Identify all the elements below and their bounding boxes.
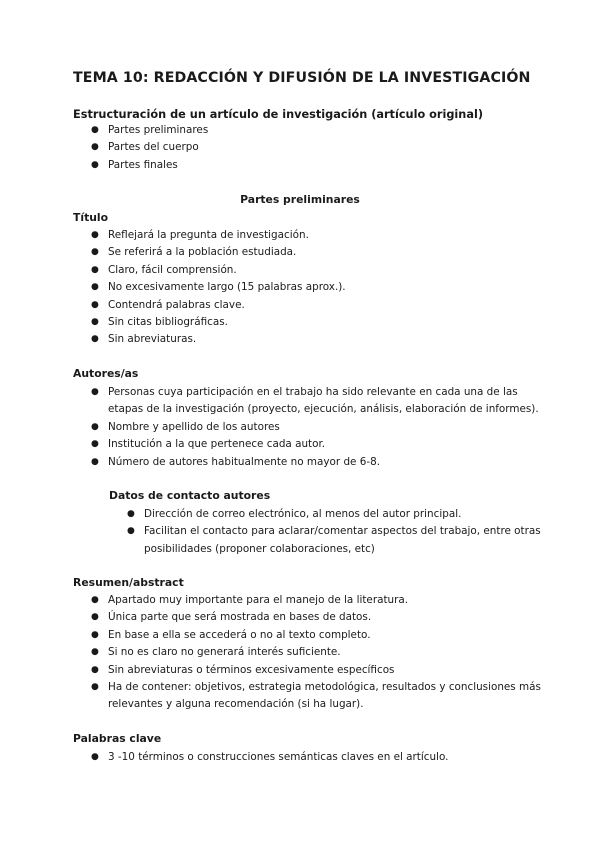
list-item: ● Personas cuya participación en el trabajo ha sido relevante en cada una de las etapas de la investigación (proyecto, ejecución, análisis, elaboración de informes). xyxy=(91,386,539,416)
bullet-icon: ● xyxy=(91,142,99,153)
bullet-icon: ● xyxy=(91,682,99,693)
list-item: ● Facilitan el contacto para aclarar/comentar aspectos del trabajo, entre otras posibilidades (proponer colaboraciones, etc) xyxy=(127,525,541,555)
bullet-icon: ● xyxy=(91,317,99,328)
bullet-icon: ● xyxy=(91,334,99,345)
list-item: ● Si no es claro no generará interés suficiente. xyxy=(91,644,531,661)
list-item: ● No excesivamente largo (15 palabras aprox.). xyxy=(91,279,531,296)
list-item: ● Partes preliminares xyxy=(91,122,531,139)
bullet-icon: ● xyxy=(91,125,99,135)
bullet-icon: ● xyxy=(91,647,99,658)
contacto-list xyxy=(127,506,547,558)
list-item: ● Número de autores habitualmente no mayor de 6-8. xyxy=(91,454,531,471)
list-item: ● Ha de contener: objetivos, estrategia metodológica, resultados y conclusiones más relevantes y alguna recomendación (si ha lugar). xyxy=(91,681,541,711)
list-item: ● Sin abreviaturas. xyxy=(91,331,531,348)
list-item: ● Sin abreviaturas o términos excesivamente específicos xyxy=(91,662,531,679)
titulo-heading: Título xyxy=(73,211,109,224)
list-item: ● Sin citas bibliográficas. xyxy=(91,314,531,331)
bullet-icon: ● xyxy=(127,526,135,537)
bullet-icon: ● xyxy=(127,509,135,519)
list-item: ● Contendrá palabras clave. xyxy=(91,297,531,314)
list-item: ● Partes del cuerpo xyxy=(91,139,531,156)
list-item: ● Claro, fácil comprensión. xyxy=(91,262,531,279)
bullet-icon: ● xyxy=(91,439,99,450)
bullet-icon: ● xyxy=(91,664,99,675)
list-item: ● Partes finales xyxy=(91,157,531,174)
list-item: ● 3 -10 términos o construcciones semánticas claves en el artículo. xyxy=(91,749,531,766)
list-item: ● Institución a la que pertenece cada autor. xyxy=(91,436,531,453)
bullet-icon: ● xyxy=(91,230,99,240)
bullet-icon: ● xyxy=(91,595,99,605)
resumen-heading: Resumen/abstract xyxy=(73,576,184,589)
bullet-icon: ● xyxy=(91,387,99,397)
list-item: ● Dirección de correo electrónico, al menos del autor principal. xyxy=(127,506,547,523)
list-item: ● Única parte que será mostrada en bases de datos. xyxy=(91,609,531,626)
contacto-heading: Datos de contacto autores xyxy=(109,489,271,502)
autores-list xyxy=(91,384,539,471)
structure-heading: Estructuración de un artículo de investigación (artículo original) xyxy=(73,108,483,121)
bullet-icon: ● xyxy=(91,612,99,623)
bullet-icon: ● xyxy=(91,247,99,258)
list-item: ● Se referirá a la población estudiada. xyxy=(91,244,531,261)
structure-list xyxy=(91,122,531,174)
list-item: ● Reflejará la pregunta de investigación. xyxy=(91,227,531,244)
bullet-icon: ● xyxy=(91,159,99,170)
titulo-list xyxy=(91,227,531,349)
bullet-icon: ● xyxy=(91,421,99,432)
preliminares-heading: Partes preliminares xyxy=(240,193,360,206)
resumen-list xyxy=(91,592,541,714)
palabras-heading: Palabras clave xyxy=(73,732,162,745)
bullet-icon: ● xyxy=(91,629,99,640)
bullet-icon: ● xyxy=(91,456,99,467)
bullet-icon: ● xyxy=(91,299,99,310)
list-item: ● Nombre y apellido de los autores xyxy=(91,419,531,436)
autores-heading: Autores/as xyxy=(73,367,139,380)
palabras-list xyxy=(91,749,531,766)
list-item: ● En base a ella se accederá o no al texto completo. xyxy=(91,627,531,644)
page-title: TEMA 10: REDACCIÓN Y DIFUSIÓN DE LA INVESTIGACIÓN xyxy=(73,70,531,86)
list-item: ● Apartado muy importante para el manejo de la literatura. xyxy=(91,592,531,609)
bullet-icon: ● xyxy=(91,282,99,293)
bullet-icon: ● xyxy=(91,264,99,275)
bullet-icon: ● xyxy=(91,752,99,762)
